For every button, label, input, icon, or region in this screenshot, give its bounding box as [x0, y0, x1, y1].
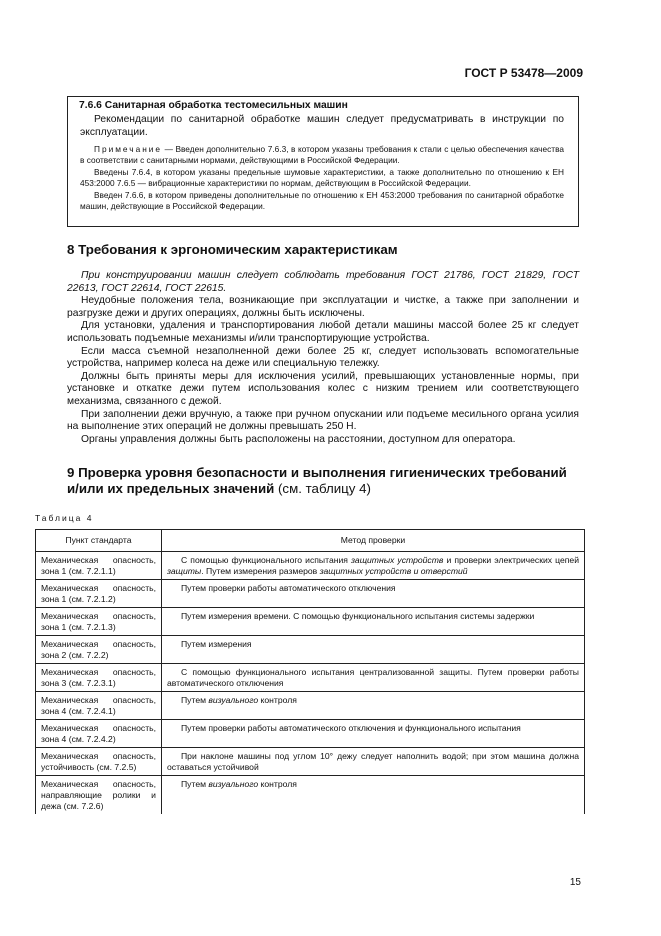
table-row: Механическая опасность, зона 1 (см. 7.2.1.3) Путем измерения времени. С помощью функционального испытания системы задержки — [36, 608, 585, 636]
table-row: Механическая опасность, устойчивость (см. 7.2.5) При наклоне машины под углом 10° дежу следует наполнить водой; при этом машина должна оставаться устойчивой — [36, 748, 585, 776]
table-row: Механическая опасность, зона 2 (см. 7.2.2) Путем измерения — [36, 636, 585, 664]
column-header-method: Метод проверки — [162, 530, 585, 552]
page-number: 15 — [569, 877, 581, 888]
document-id: ГОСТ Р 53478—2009 — [464, 66, 583, 80]
table-4 — [35, 529, 585, 814]
note-text: Примечание — Введен дополнительно 7.6.3, в котором указаны требования к стали с целью обеспечения качества в соответствии с санитарными нормами, действующими в Российской Федерации. — [80, 144, 564, 166]
note-label: Примечание — [94, 144, 163, 154]
section-8-heading: 8 Требования к эргономическим характеристикам — [67, 242, 398, 257]
column-header-clause: Пункт стандарта — [36, 530, 162, 552]
paragraph: Неудобные положения тела, возникающие при эксплуатации и чистке, а также при заполнении и разгрузке дежи и других операциях, должны быть исключены. — [67, 295, 579, 319]
paragraph: Если масса съемной незаполненной дежи более 25 кг, следует использовать вспомогательные устройства, например колеса на деже или специальную тележку. — [67, 345, 579, 370]
table-row: Механическая опасность, направляющие ролики и дежа (см. 7.2.6) Путем визуального контроля — [36, 776, 585, 815]
table-row: Механическая опасность, зона 4 (см. 7.2.4.2) Путем проверки работы автоматического отключения и функционального испытания — [36, 720, 585, 748]
paragraph: Органы управления должны быть расположены на расстоянии, доступном для оператора. — [81, 433, 516, 445]
paragraph: Для установки, удаления и транспортирования любой детали машины массой более 25 кг следует использовать подъемные механизмы и/или транспортирующие устройства. — [67, 320, 579, 344]
section-9-heading: 9 Проверка уровня безопасности и выполнения гигиенических требований и/или их предельных значений (см. таблицу 4) — [67, 465, 567, 496]
subsection-title: 7.6.6 Санитарная обработка тестомесильных машин — [79, 100, 348, 111]
table-row: Механическая опасность, зона 1 (см. 7.2.1.1) С помощью функционального испытания защитных устройств и проверки электрических цепей защиты. Путем измерения размеров защитных устройств и отверстий — [36, 552, 585, 580]
table-row: Механическая опасность, зона 3 (см. 7.2.3.1) С помощью функционального испытания централизованной защиты. Путем проверки работы автоматического отключения — [36, 664, 585, 692]
table-row: Механическая опасность, зона 4 (см. 7.2.4.1) Путем визуального контроля — [36, 692, 585, 720]
note-paragraph-2: Введены 7.6.4, в котором указаны предельные шумовые характеристики, а также дополнительно по отношению к ЕН 453:2000 7.6.5 — вибрационные характеристики по нормам, действующим в Российской Федерации. — [80, 167, 564, 189]
section-8-body — [67, 270, 579, 446]
table-caption: Таблица 4 — [35, 513, 94, 523]
table-header-row — [36, 530, 585, 552]
subsection-text: Рекомендации по санитарной обработке машин следует предусматривать в инструкции по эксплуатации. — [80, 114, 564, 138]
note-paragraph-3: Введен 7.6.6, в котором приведены дополнительные по отношению к ЕН 453:2000 требования по санитарной обработке машин, действующие в Российской Федерации. — [80, 190, 564, 212]
paragraph: При конструировании машин следует соблюдать требования ГОСТ 21786, ГОСТ 21829, ГОСТ 22613, ГОСТ 22614, ГОСТ 22615. — [67, 270, 579, 294]
paragraph: Должны быть приняты меры для исключения усилий, превышающих установленные нормы, при установке и откатке дежи путем использования колес с низким трением или соответствующего механизма, связанного с дежой. — [67, 370, 579, 407]
table-row: Механическая опасность, зона 1 (см. 7.2.1.2) Путем проверки работы автоматического отключения — [36, 580, 585, 608]
paragraph: При заполнении дежи вручную, а также при ручном опускании или подъеме месильного органа усилия на выполнение этих операций не должны превышать 250 Н. — [67, 408, 579, 433]
